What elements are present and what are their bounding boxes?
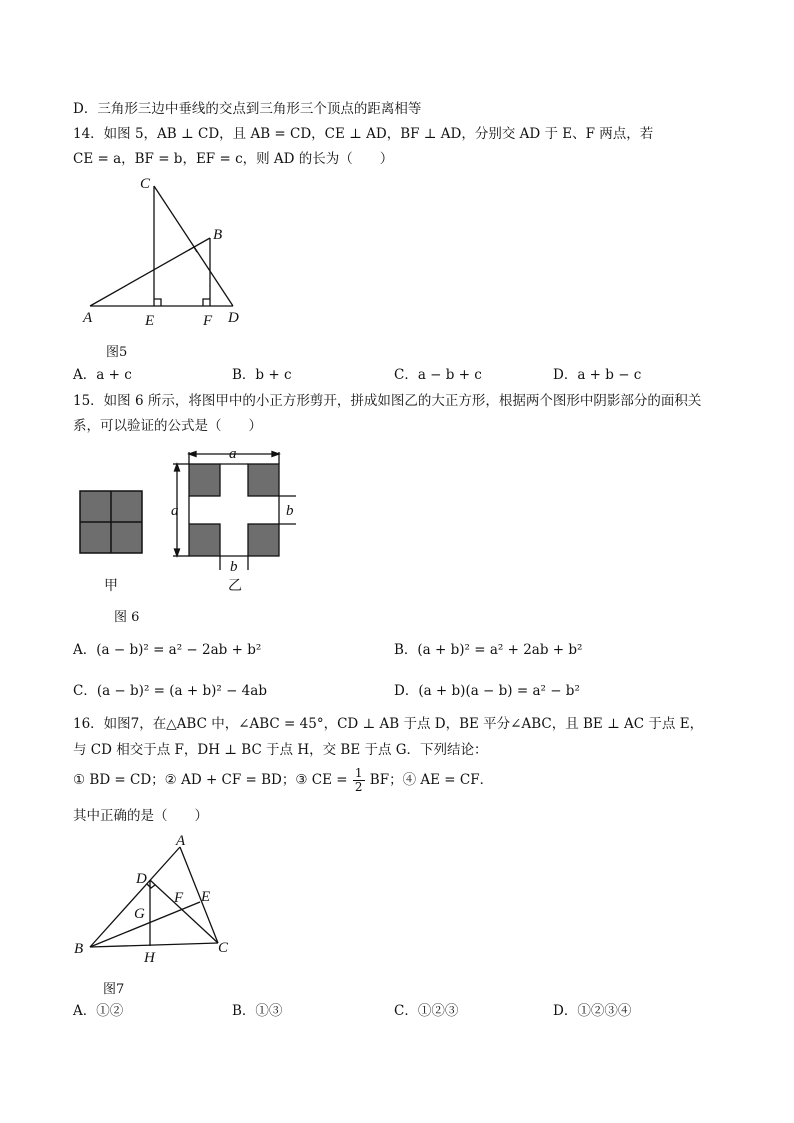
- q14-option-c[interactable]: C．a − b + c: [394, 367, 482, 383]
- q16-option-a[interactable]: A．①②: [73, 1003, 124, 1019]
- figure-7: [70, 832, 250, 972]
- q15-option-d[interactable]: D．(a + b)(a − b) = a² − b²: [394, 683, 580, 699]
- fig5-label-e: E: [145, 313, 155, 329]
- fig7-segment-ac: [180, 847, 218, 943]
- figure-5: [80, 172, 260, 332]
- q16-conclusions-part2: BF；④ AE = CF．: [369, 772, 494, 788]
- yi-dim-right-b: b: [286, 503, 294, 519]
- figure-5-caption: 图5: [106, 345, 128, 360]
- q16-stem-line1: 16．如图7，在△ABC 中，∠ABC = 45°，CD ⊥ AB 于点 D，BE 平分∠ABC，且 BE ⊥ AC 于点 E，: [73, 716, 704, 732]
- jia-label: 甲: [104, 578, 118, 594]
- yi-dim-bottom-b: b: [230, 559, 238, 575]
- fig7-label-c: C: [218, 940, 229, 956]
- fig5-label-f: F: [203, 313, 213, 329]
- q14-stem-line1: 14．如图 5，AB ⊥ CD，且 AB = CD，CE ⊥ AD，BF ⊥ AD，分别交 AD 于 E、F 两点，若: [73, 126, 654, 142]
- figure-6-caption: 图 6: [114, 610, 140, 625]
- q16-conclusions: [73, 767, 493, 794]
- q13-option-d: D．三角形三边中垂线的交点到三角形三个顶点的距离相等: [73, 101, 422, 117]
- q15-option-b[interactable]: B．(a + b)² = a² + 2ab + b²: [394, 642, 583, 658]
- fig5-label-d: D: [228, 310, 239, 326]
- yi-dim-top-a: a: [229, 446, 237, 462]
- fig5-right-angle-f: [203, 299, 210, 306]
- fig7-segment-bc: [90, 943, 218, 947]
- figure-6-yi: [160, 444, 310, 596]
- q15-stem-line1: 15．如图 6 所示，将图甲中的小正方形剪开，拼成如图乙的大正方形，根据两个图形中阴影部分的面积关: [73, 393, 702, 409]
- q16-option-b[interactable]: B．①③: [232, 1003, 283, 1019]
- figure-7-caption: 图7: [103, 982, 125, 997]
- yi-corner-tl: [189, 464, 220, 496]
- fig7-label-a: A: [176, 833, 186, 849]
- q15-option-a[interactable]: A．(a − b)² = a² − 2ab + b²: [73, 642, 262, 658]
- figure-6-jia: [78, 488, 146, 596]
- q15-option-c[interactable]: C．(a − b)² = (a + b)² − 4ab: [73, 683, 267, 699]
- yi-corner-br: [248, 524, 279, 556]
- q16-fraction: $\frac{1}{2}$: [354, 766, 363, 794]
- yi-corner-bl: [189, 524, 220, 556]
- fig5-segment-cd: [154, 186, 233, 306]
- fig7-label-b: B: [74, 941, 84, 957]
- fig7-label-e: E: [201, 889, 211, 905]
- fig7-segment-ab: [90, 847, 180, 947]
- q16-stem-line2: 与 CD 相交于点 F，DH ⊥ BC 于点 H，交 BE 于点 G．下列结论：: [73, 742, 488, 758]
- fig7-label-f: F: [174, 890, 184, 906]
- fig7-label-g: G: [134, 906, 145, 922]
- fig7-label-h: H: [144, 950, 155, 966]
- q15-stem-line2: 系，可以验证的公式是（ ）: [73, 418, 262, 434]
- yi-dim-left-a: a: [171, 503, 179, 519]
- yi-corner-tr: [248, 464, 279, 496]
- q16-option-c[interactable]: C．①②③: [394, 1003, 459, 1019]
- q14-option-b[interactable]: B．b + c: [232, 367, 292, 383]
- fig7-segment-be: [90, 902, 200, 947]
- fig5-label-a: A: [83, 310, 93, 326]
- fig5-right-angle-e: [154, 299, 161, 306]
- fig5-right-angle-ab-cd: [189, 247, 197, 252]
- q14-option-a[interactable]: A．a + c: [73, 367, 132, 383]
- q14-option-d[interactable]: D．a + b − c: [553, 367, 642, 383]
- fig7-label-d: D: [136, 871, 147, 887]
- fig7-right-angle-d: [147, 884, 155, 888]
- q14-stem-line2: CE = a，BF = b，EF = c，则 AD 的长为（ ）: [73, 151, 394, 167]
- fig5-label-b: B: [213, 227, 223, 243]
- yi-label: 乙: [228, 578, 242, 594]
- q16-option-d[interactable]: D．①②③④: [553, 1003, 632, 1019]
- q16-conclusions-part1: ① BD = CD；② AD + CF = BD；③ CE =: [73, 772, 348, 788]
- fig5-label-c: C: [140, 176, 151, 192]
- q16-question: 其中正确的是（ ）: [73, 808, 208, 824]
